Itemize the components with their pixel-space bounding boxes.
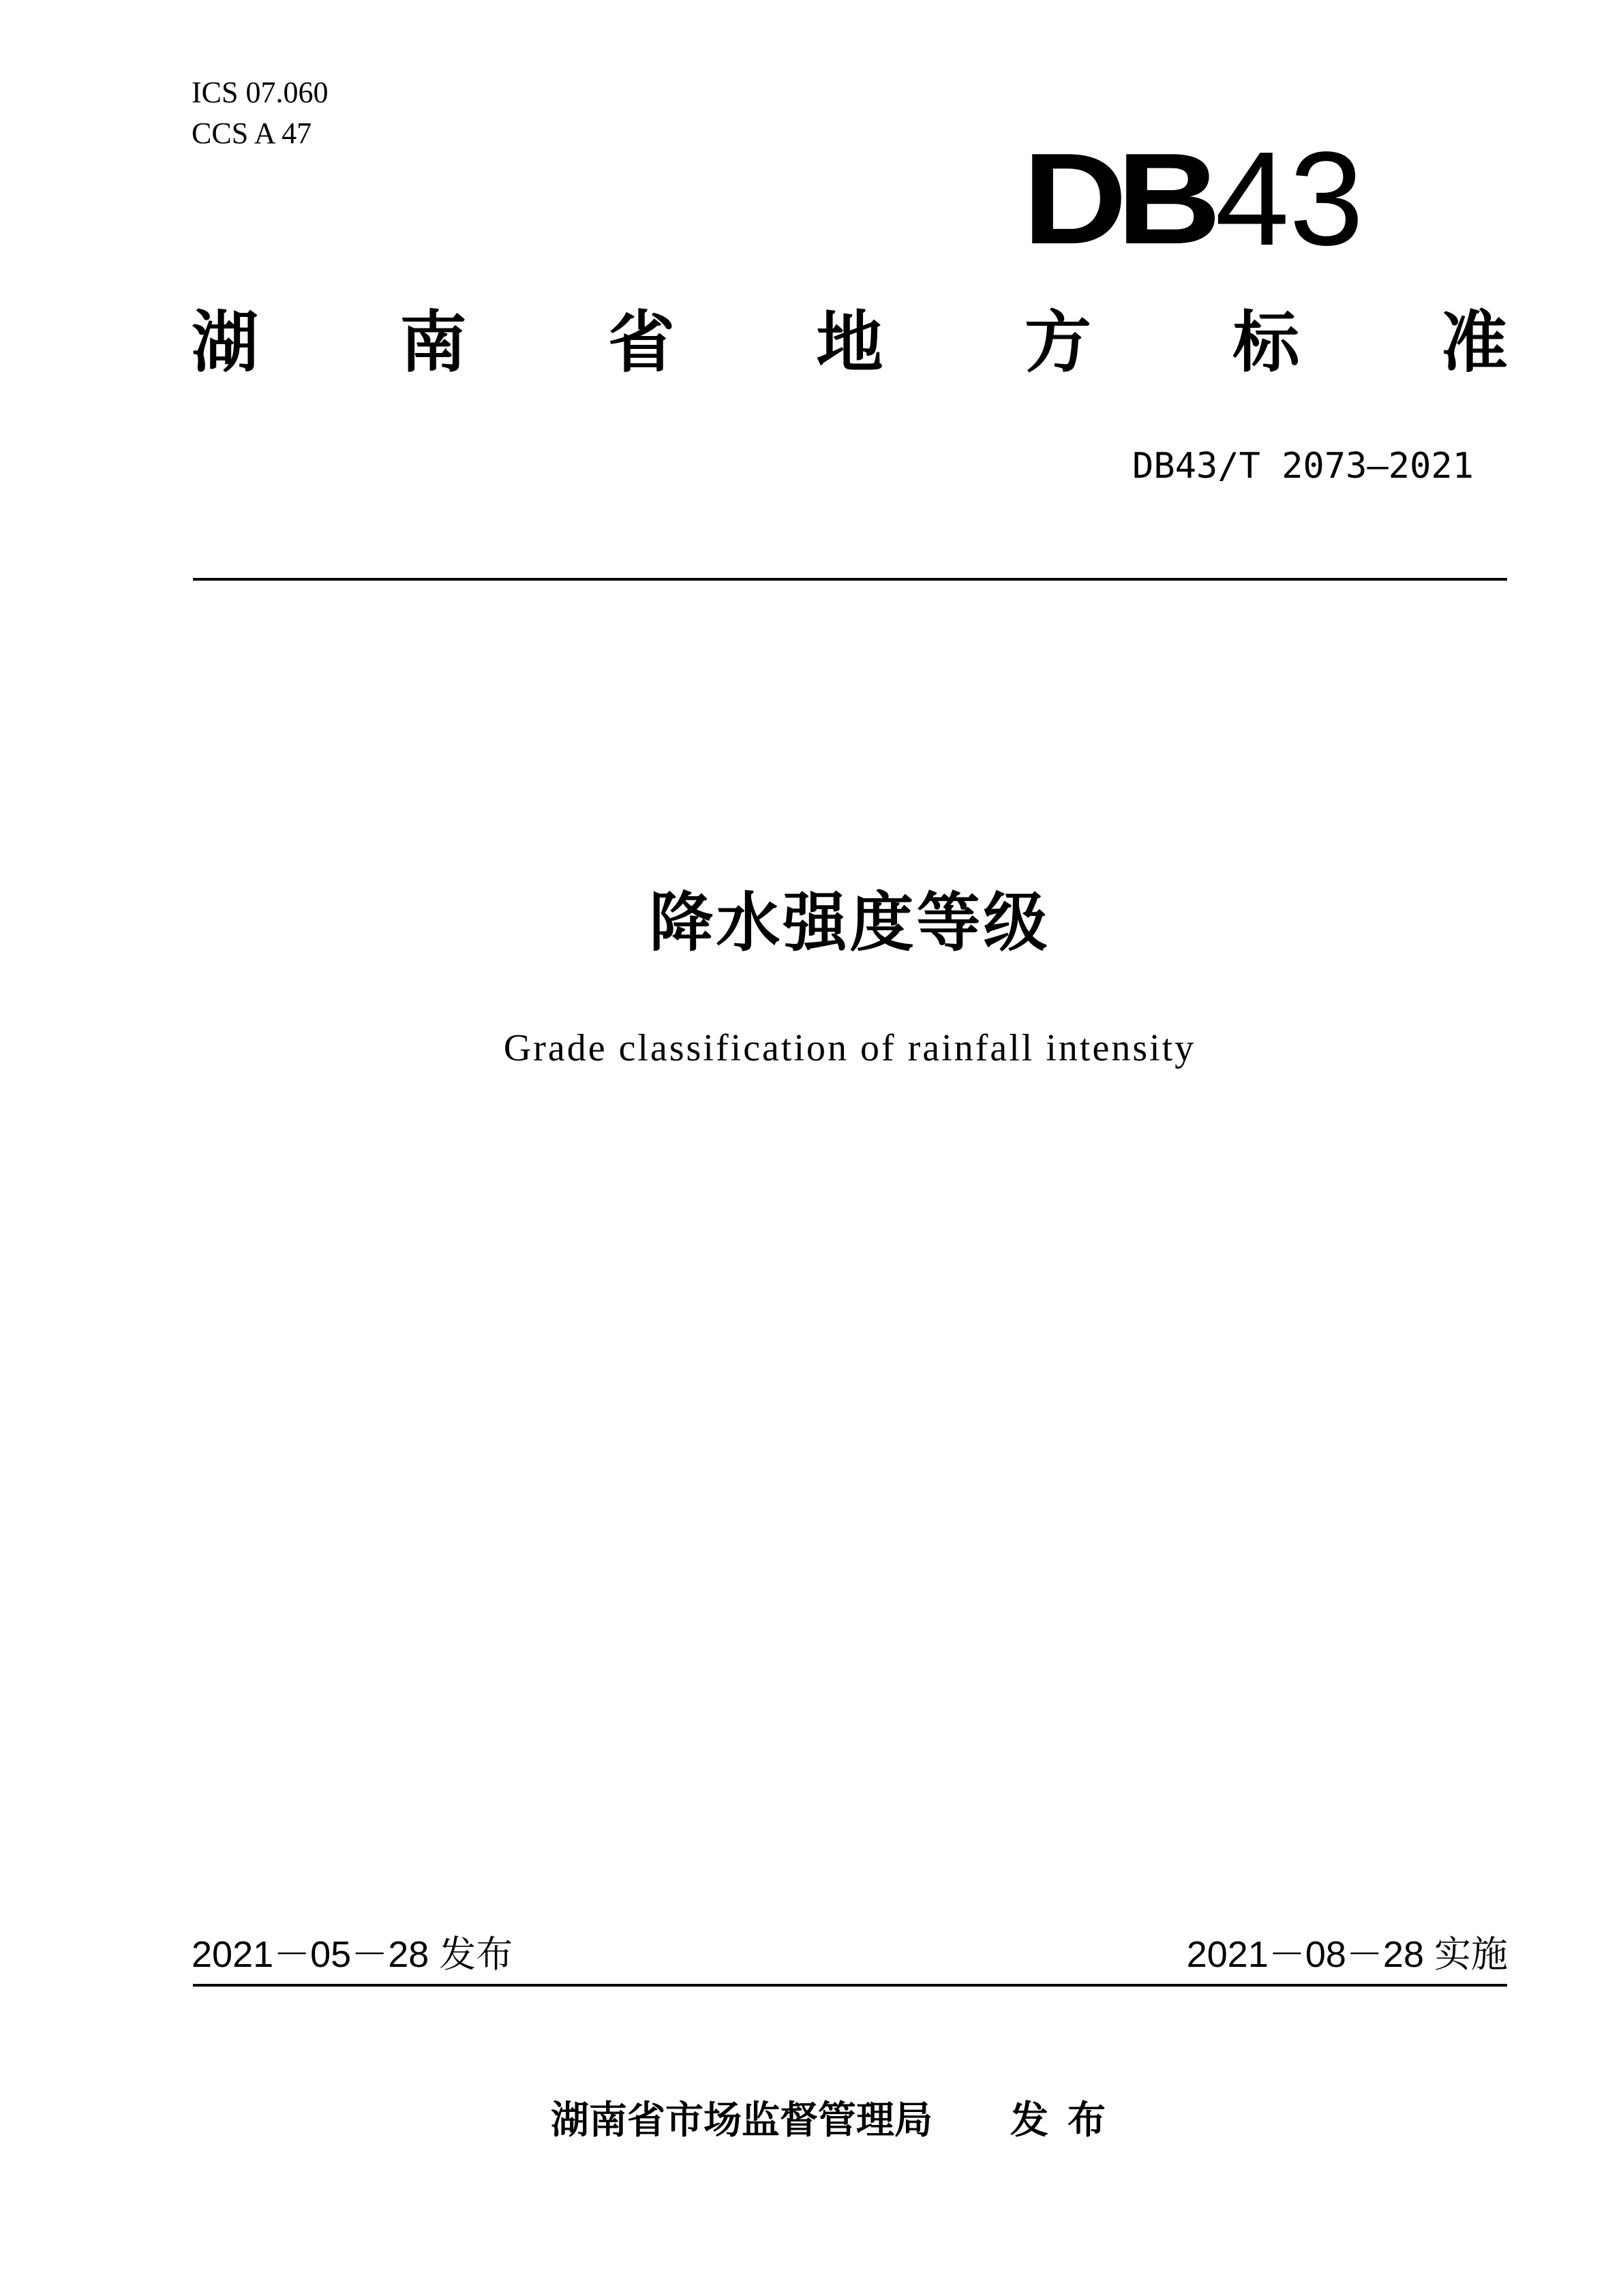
issue-date: 2021－05－28 发布 bbox=[192, 1934, 513, 1975]
top-divider bbox=[193, 578, 1507, 581]
standard-type-char: 标 bbox=[1232, 304, 1300, 382]
standard-type-char: 方 bbox=[1024, 304, 1091, 382]
standard-type-char: 省 bbox=[607, 304, 675, 382]
standard-type-heading bbox=[192, 299, 1508, 387]
title-chinese: 降水强度等级 bbox=[649, 886, 1050, 960]
ccs-code: CCS A 47 bbox=[192, 117, 312, 150]
db-logo-prefix: DB bbox=[1022, 127, 1211, 271]
standard-type-char: 准 bbox=[1440, 304, 1508, 382]
issue-action: 发布 bbox=[1010, 2098, 1125, 2143]
standard-type-char: 地 bbox=[816, 304, 883, 382]
issuing-authority: 湖南省市场监督管理局 bbox=[551, 2098, 932, 2143]
db-logo bbox=[1022, 124, 1364, 273]
standard-type-char: 南 bbox=[399, 304, 467, 382]
ics-code: ICS 07.060 bbox=[192, 76, 329, 109]
db-logo-number: 43 bbox=[1215, 124, 1364, 273]
bottom-divider bbox=[193, 1984, 1507, 1987]
title-english: Grade classification of rainfall intensity bbox=[503, 1027, 1196, 1069]
implementation-date: 2021－08－28 实施 bbox=[1186, 1934, 1508, 1975]
standard-number: DB43/T 2073—2021 bbox=[1132, 446, 1474, 487]
standard-type-char: 湖 bbox=[192, 304, 259, 382]
